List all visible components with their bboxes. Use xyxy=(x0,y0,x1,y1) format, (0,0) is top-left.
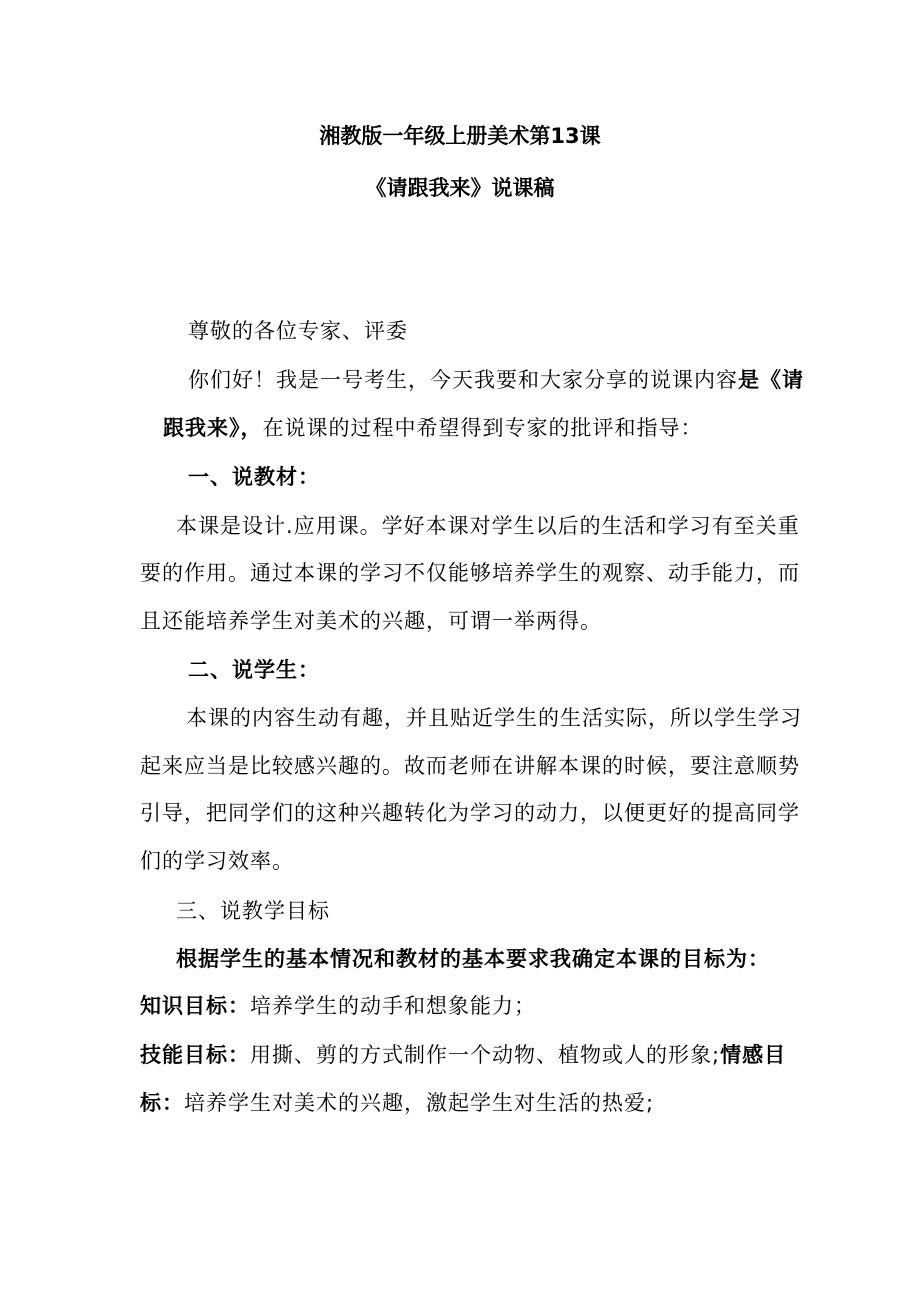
skill-goal xyxy=(140,1039,786,1069)
knowledge-goal-label: 知识目标： xyxy=(140,994,250,1018)
section1-line: 且还能培养学生对美术的兴趣，可谓一举两得。 xyxy=(140,609,602,633)
section1-heading: 一、说教材： xyxy=(188,465,320,489)
emotion-goal-label-part2: 标： xyxy=(140,1091,184,1115)
section3-heading: 三、说教学目标 xyxy=(176,899,330,923)
section1-line: 要的作用。通过本课的学习不仅能够培养学生的观察、动手能力，而 xyxy=(140,561,800,585)
intro-line1-bold: 是《请 xyxy=(738,368,804,392)
section3-intro: 根据学生的基本情况和教材的基本要求我确定本课的目标为： xyxy=(176,947,770,971)
emotion-goal xyxy=(140,1087,654,1117)
skill-goal-text: 用撕、剪的方式制作一个动物、植物或人的形象; xyxy=(250,1043,721,1067)
section2-line: 起来应当是比较感兴趣的。故而老师在讲解本课的时候，要注意顺势 xyxy=(140,754,800,778)
section2-line: 引导，把同学们的这种兴趣转化为学习的动力，以便更好的提高同学 xyxy=(140,801,800,825)
knowledge-goal xyxy=(140,990,536,1020)
intro-line2-text: 在说课的过程中希望得到专家的批评和指导： xyxy=(262,416,703,440)
intro-line1-text: 你们好！我是一号考生，今天我要和大家分享的说课内容 xyxy=(188,368,738,392)
section2-heading: 二、说学生： xyxy=(188,658,320,682)
intro-line2 xyxy=(163,412,703,442)
greeting: 尊敬的各位专家、评委 xyxy=(188,319,408,343)
section2-line: 本课的内容生动有趣，并且贴近学生的生活实际，所以学生学习 xyxy=(186,706,802,730)
skill-goal-label: 技能目标： xyxy=(140,1043,250,1067)
emotion-goal-text: 培养学生对美术的兴趣，激起学生对生活的热爱; xyxy=(184,1091,655,1115)
section1-line: 本课是设计.应用课。学好本课对学生以后的生活和学习有至关重 xyxy=(176,514,800,538)
intro-line1 xyxy=(188,364,804,394)
section2-line: 们的学习效率。 xyxy=(140,849,294,873)
emotion-goal-label-part1: 情感目 xyxy=(720,1043,787,1067)
document-title-line2: 《请跟我来》说课稿 xyxy=(365,176,555,200)
document-title-line1: 湘教版一年级上册美术第13课 xyxy=(319,124,601,148)
intro-line2-bold: 跟我来》， xyxy=(163,416,263,440)
knowledge-goal-text: 培养学生的动手和想象能力； xyxy=(250,994,536,1018)
